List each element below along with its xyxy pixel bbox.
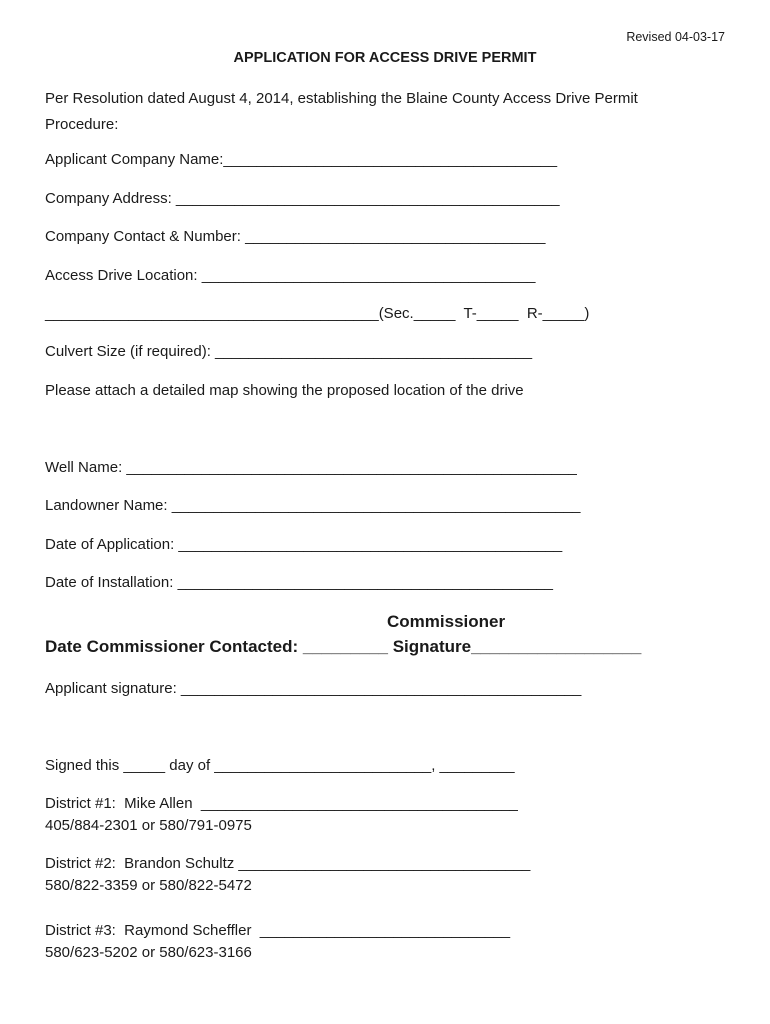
map-note: Please attach a detailed map showing the proposed location of the drive — [45, 382, 524, 399]
company-contact-field[interactable]: Company Contact & Number: ____________________________________ — [45, 228, 546, 245]
access-location-field[interactable]: Access Drive Location: ________________________________________ — [45, 267, 536, 284]
company-address-field[interactable]: Company Address: ______________________________________________ — [45, 190, 560, 207]
revision-date: Revised 04-03-17 — [626, 30, 725, 44]
district-2-phones: 580/822-3359 or 580/822-5472 — [45, 877, 252, 894]
district-3-name[interactable]: District #3: Raymond Scheffler ______________________________ — [45, 922, 511, 939]
well-name-field[interactable]: Well Name: ______________________________________________________ — [45, 459, 577, 476]
date-commissioner-contacted-field[interactable]: Date Commissioner Contacted: _________ Signature__________________ — [45, 637, 642, 656]
landowner-name-field[interactable]: Landowner Name: _________________________________________________ — [45, 497, 581, 514]
culvert-size-field[interactable]: Culvert Size (if required): ______________________________________ — [45, 343, 533, 360]
district-3-phones: 580/623-5202 or 580/623-3166 — [45, 944, 252, 961]
date-application-field[interactable]: Date of Application: ______________________________________________ — [45, 536, 563, 553]
form-title: APPLICATION FOR ACCESS DRIVE PERMIT — [233, 50, 537, 66]
signed-this-field[interactable]: Signed this _____ day of __________________________, _________ — [45, 757, 515, 774]
district-1-phones: 405/884-2301 or 580/791-0975 — [45, 817, 252, 834]
intro-paragraph: Per Resolution dated August 4, 2014, establishing the Blaine County Access Drive Permit Procedure: — [45, 90, 638, 133]
company-name-field[interactable]: Applicant Company Name:________________________________________ — [45, 151, 558, 168]
district-1-name[interactable]: District #1: Mike Allen ______________________________________ — [45, 795, 518, 812]
date-installation-field[interactable]: Date of Installation: _____________________________________________ — [45, 574, 553, 591]
commissioner-label: Commissioner — [387, 612, 506, 631]
section-township-range-field[interactable]: ________________________________________(Sec._____ T-_____ R-_____) — [45, 305, 590, 322]
district-2-name[interactable]: District #2: Brandon Schultz ___________________________________ — [45, 855, 531, 872]
applicant-signature-field[interactable]: Applicant signature: ________________________________________________ — [45, 680, 582, 697]
